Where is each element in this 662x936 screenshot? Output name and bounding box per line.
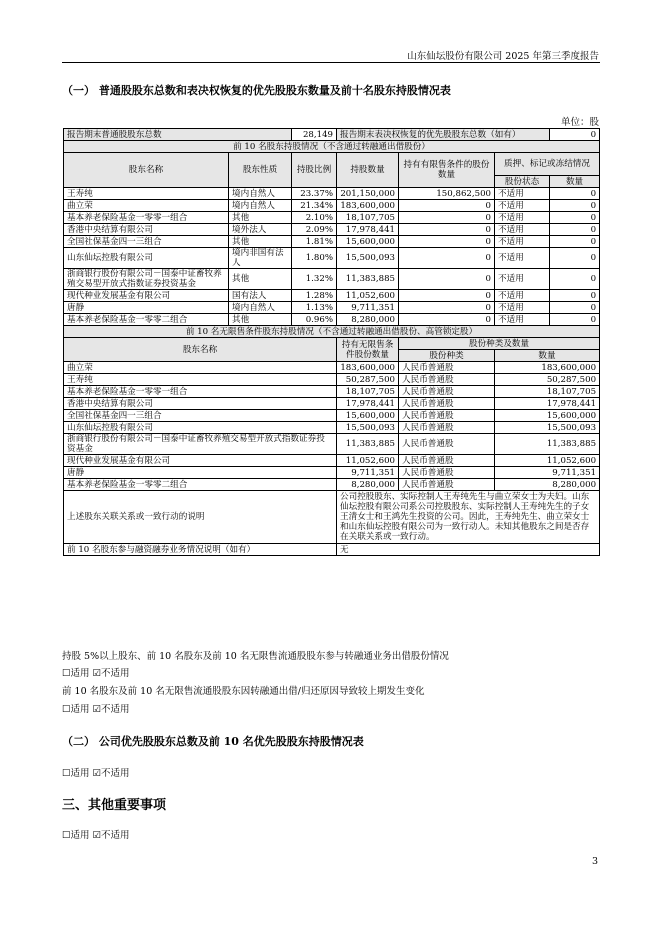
section3-choice: ☐适用 ☑不适用 xyxy=(62,830,130,841)
unrestricted-qty: 9,711,351 xyxy=(337,467,399,479)
section1-title: （一） 普通股股东总数和表决权恢复的优先股股东数量及前十名股东持股情况表 xyxy=(62,84,451,97)
holder-count: 0 xyxy=(550,200,600,212)
unrestricted-type: 人民币普通股 xyxy=(399,374,495,386)
shareholder-table xyxy=(63,128,600,556)
holder-qty: 18,107,705 xyxy=(337,212,399,224)
table-row xyxy=(64,200,600,212)
preferred-holders-value: 0 xyxy=(550,129,600,141)
table-row xyxy=(64,374,600,386)
unrestricted-type: 人民币普通股 xyxy=(399,455,495,467)
holder-status: 不适用 xyxy=(495,248,550,269)
holder-ratio: 0.96% xyxy=(292,314,337,326)
holder-count: 0 xyxy=(550,212,600,224)
table-row xyxy=(64,290,600,302)
unrestricted-header-type-group: 股份种类及数量 xyxy=(399,338,600,350)
header-divider xyxy=(62,62,600,63)
unrestricted-type: 人民币普通股 xyxy=(399,422,495,434)
unrestricted-type: 人民币普通股 xyxy=(399,398,495,410)
holder-ratio: 1.28% xyxy=(292,290,337,302)
holder-ratio: 21.34% xyxy=(292,200,337,212)
holder-ratio: 1.81% xyxy=(292,236,337,248)
holder-nature: 其他 xyxy=(229,269,292,290)
unrestricted-qty: 15,600,000 xyxy=(337,410,399,422)
holder-count: 0 xyxy=(550,224,600,236)
unrestricted-name: 全国社保基金四一三组合 xyxy=(64,410,337,422)
unrestricted-type: 人民币普通股 xyxy=(399,386,495,398)
section3-title: 三、其他重要事项 xyxy=(62,798,167,813)
unrestricted-type: 人民币普通股 xyxy=(399,434,495,455)
unrestricted-qty: 183,600,000 xyxy=(337,362,399,374)
holder-qty: 17,978,441 xyxy=(337,224,399,236)
preferred-holders-label: 报告期末表决权恢复的优先股股东总数（如有） xyxy=(337,129,550,141)
holder-ratio: 2.10% xyxy=(292,212,337,224)
unrestricted-header-type: 股份种类 xyxy=(399,350,495,362)
unrestricted-amount: 9,711,351 xyxy=(495,467,600,479)
holder-restricted: 0 xyxy=(399,314,495,326)
unrestricted-name: 浙商银行股份有限公司－国泰中证畜牧养殖交易型开放式指数证券投资基金 xyxy=(64,434,337,455)
holder-name: 唐静 xyxy=(64,302,229,314)
holder-status: 不适用 xyxy=(495,236,550,248)
holder-nature: 境内自然人 xyxy=(229,302,292,314)
holder-nature: 境内非国有法人 xyxy=(229,248,292,269)
holder-qty: 15,600,000 xyxy=(337,236,399,248)
holder-ratio: 2.09% xyxy=(292,224,337,236)
table-row xyxy=(64,434,600,455)
unrestricted-type: 人民币普通股 xyxy=(399,410,495,422)
holder-count: 0 xyxy=(550,314,600,326)
holder-restricted: 0 xyxy=(399,236,495,248)
top10-header-nature: 股东性质 xyxy=(229,153,292,188)
unrestricted-header-name: 股东名称 xyxy=(64,338,337,362)
table-row xyxy=(64,314,600,326)
unrestricted-amount: 17,978,441 xyxy=(495,398,600,410)
top10-header-name: 股东名称 xyxy=(64,153,229,188)
holder-name: 香港中央结算有限公司 xyxy=(64,224,229,236)
relation-text: 公司控股股东、实际控制人王寿纯先生与曲立荣女士为夫妇。山东仙坛控股有限公司系公司控股股东、实际控制人王寿纯先生的子女王清女士和王鸿先生投资的公司。因此，王寿纯先生、曲立荣女士和山东仙坛控股有限公司为一致行动人。未知其他股东之间是否存在关联关系或一致行动。 xyxy=(337,491,600,544)
page-header: 山东仙坛股份有限公司 2025 年第三季度报告 xyxy=(407,51,599,62)
holder-count: 0 xyxy=(550,236,600,248)
holder-qty: 183,600,000 xyxy=(337,200,399,212)
total-holders-value: 28,149 xyxy=(292,129,337,141)
unrestricted-name: 曲立荣 xyxy=(64,362,337,374)
holder-status: 不适用 xyxy=(495,269,550,290)
relation-label: 上述股东关联关系或一致行动的说明 xyxy=(64,491,337,544)
unrestricted-qty: 17,978,441 xyxy=(337,398,399,410)
table-row xyxy=(64,479,600,491)
unrestricted-qty: 11,383,885 xyxy=(337,434,399,455)
holder-nature: 其他 xyxy=(229,212,292,224)
holder-count: 0 xyxy=(550,269,600,290)
holder-restricted: 0 xyxy=(399,302,495,314)
holder-status: 不适用 xyxy=(495,200,550,212)
table-row xyxy=(64,212,600,224)
holder-qty: 8,280,000 xyxy=(337,314,399,326)
change-choice: ☐适用 ☑不适用 xyxy=(62,704,130,715)
holder-qty: 15,500,093 xyxy=(337,248,399,269)
holder-status: 不适用 xyxy=(495,188,550,200)
unrestricted-name: 唐静 xyxy=(64,467,337,479)
total-holders-label: 报告期末普通股股东总数 xyxy=(64,129,292,141)
holder-qty: 11,052,600 xyxy=(337,290,399,302)
table-row xyxy=(64,248,600,269)
unrestricted-qty: 50,287,500 xyxy=(337,374,399,386)
holder-restricted: 0 xyxy=(399,290,495,302)
table-row xyxy=(64,269,600,290)
holder-nature: 境内自然人 xyxy=(229,188,292,200)
unrestricted-amount: 11,052,600 xyxy=(495,455,600,467)
holder-name: 全国社保基金四一三组合 xyxy=(64,236,229,248)
section2-title: （二） 公司优先股股东总数及前 10 名优先股股东持股情况表 xyxy=(62,735,364,748)
unit-label: 单位：股 xyxy=(560,117,599,128)
table-row xyxy=(64,410,600,422)
holder-name: 浙商银行股份有限公司－国泰中证畜牧养殖交易型开放式指数证券投资基金 xyxy=(64,269,229,290)
unrestricted-qty: 8,280,000 xyxy=(337,479,399,491)
holder-restricted: 0 xyxy=(399,200,495,212)
holder-status: 不适用 xyxy=(495,302,550,314)
table-row xyxy=(64,224,600,236)
table-row xyxy=(64,398,600,410)
holder-status: 不适用 xyxy=(495,212,550,224)
holder-nature: 其他 xyxy=(229,314,292,326)
holder-count: 0 xyxy=(550,248,600,269)
holder-ratio: 1.13% xyxy=(292,302,337,314)
unrestricted-type: 人民币普通股 xyxy=(399,479,495,491)
unrestricted-amount: 183,600,000 xyxy=(495,362,600,374)
table-row xyxy=(64,362,600,374)
holder-restricted: 150,862,500 xyxy=(399,188,495,200)
unrestricted-title: 前 10 名无限售条件股东持股情况（不含通过转融通出借股份、高管锁定股） xyxy=(64,326,600,338)
unrestricted-qty: 18,107,705 xyxy=(337,386,399,398)
unrestricted-name: 现代种业发展基金有限公司 xyxy=(64,455,337,467)
table-row xyxy=(64,386,600,398)
holder-status: 不适用 xyxy=(495,314,550,326)
top10-header-status: 股份状态 xyxy=(495,176,550,188)
holder-ratio: 1.32% xyxy=(292,269,337,290)
table-row xyxy=(64,188,600,200)
holder-restricted: 0 xyxy=(399,269,495,290)
holder-count: 0 xyxy=(550,302,600,314)
unrestricted-qty: 15,500,093 xyxy=(337,422,399,434)
change-note: 前 10 名股东及前 10 名无限售流通股股东因转融通出借/归还原因导致较上期发生变化 xyxy=(62,686,425,697)
holder-nature: 境外法人 xyxy=(229,224,292,236)
table-row xyxy=(64,422,600,434)
holder-count: 0 xyxy=(550,188,600,200)
table-row xyxy=(64,467,600,479)
table-row xyxy=(64,236,600,248)
unrestricted-type: 人民币普通股 xyxy=(399,467,495,479)
holder-ratio: 23.37% xyxy=(292,188,337,200)
holder-restricted: 0 xyxy=(399,248,495,269)
table-row xyxy=(64,302,600,314)
holder-name: 现代种业发展基金有限公司 xyxy=(64,290,229,302)
unrestricted-amount: 15,600,000 xyxy=(495,410,600,422)
top10-header-count: 数量 xyxy=(550,176,600,188)
holder-name: 基本养老保险基金一零零一组合 xyxy=(64,212,229,224)
holder-nature: 国有法人 xyxy=(229,290,292,302)
holder-qty: 11,383,885 xyxy=(337,269,399,290)
unrestricted-header-amount: 数量 xyxy=(495,350,600,362)
top10-header-qty: 持股数量 xyxy=(337,153,399,188)
unrestricted-amount: 15,500,093 xyxy=(495,422,600,434)
unrestricted-qty: 11,052,600 xyxy=(337,455,399,467)
holder-restricted: 0 xyxy=(399,212,495,224)
margin-trading-text: 无 xyxy=(337,544,600,556)
holder-restricted: 0 xyxy=(399,224,495,236)
holder-nature: 境内自然人 xyxy=(229,200,292,212)
table-row xyxy=(64,455,600,467)
unrestricted-type: 人民币普通股 xyxy=(399,362,495,374)
unrestricted-amount: 18,107,705 xyxy=(495,386,600,398)
holder-name: 山东仙坛控股有限公司 xyxy=(64,248,229,269)
holder-status: 不适用 xyxy=(495,224,550,236)
holder-name: 王寿纯 xyxy=(64,188,229,200)
unrestricted-header-qty: 持有无限售条件股份数量 xyxy=(337,338,399,362)
unrestricted-amount: 8,280,000 xyxy=(495,479,600,491)
unrestricted-name: 基本养老保险基金一零零一组合 xyxy=(64,386,337,398)
lending-note: 持股 5%以上股东、前 10 名股东及前 10 名无限售流通股股东参与转融通业务出借股份情况 xyxy=(62,651,449,662)
unrestricted-amount: 50,287,500 xyxy=(495,374,600,386)
top10-title: 前 10 名股东持股情况（不含通过转融通出借股份） xyxy=(64,141,600,153)
unrestricted-name: 基本养老保险基金一零零二组合 xyxy=(64,479,337,491)
holder-qty: 201,150,000 xyxy=(337,188,399,200)
unrestricted-amount: 11,383,885 xyxy=(495,434,600,455)
lending-choice: ☐适用 ☑不适用 xyxy=(62,668,130,679)
holder-name: 基本养老保险基金一零零二组合 xyxy=(64,314,229,326)
holder-qty: 9,711,351 xyxy=(337,302,399,314)
holder-status: 不适用 xyxy=(495,290,550,302)
unrestricted-name: 香港中央结算有限公司 xyxy=(64,398,337,410)
holder-name: 曲立荣 xyxy=(64,200,229,212)
holder-count: 0 xyxy=(550,290,600,302)
unrestricted-name: 山东仙坛控股有限公司 xyxy=(64,422,337,434)
page-number: 3 xyxy=(592,856,599,867)
holder-ratio: 1.80% xyxy=(292,248,337,269)
top10-header-ratio: 持股比例 xyxy=(292,153,337,188)
top10-header-restricted: 持有有限售条件的股份数量 xyxy=(399,153,495,188)
unrestricted-name: 王寿纯 xyxy=(64,374,337,386)
top10-header-pledge: 质押、标记或冻结情况 xyxy=(495,153,600,176)
holder-nature: 其他 xyxy=(229,236,292,248)
section2-choice: ☐适用 ☑不适用 xyxy=(62,768,130,779)
margin-trading-label: 前 10 名股东参与融资融券业务情况说明（如有） xyxy=(64,544,337,556)
